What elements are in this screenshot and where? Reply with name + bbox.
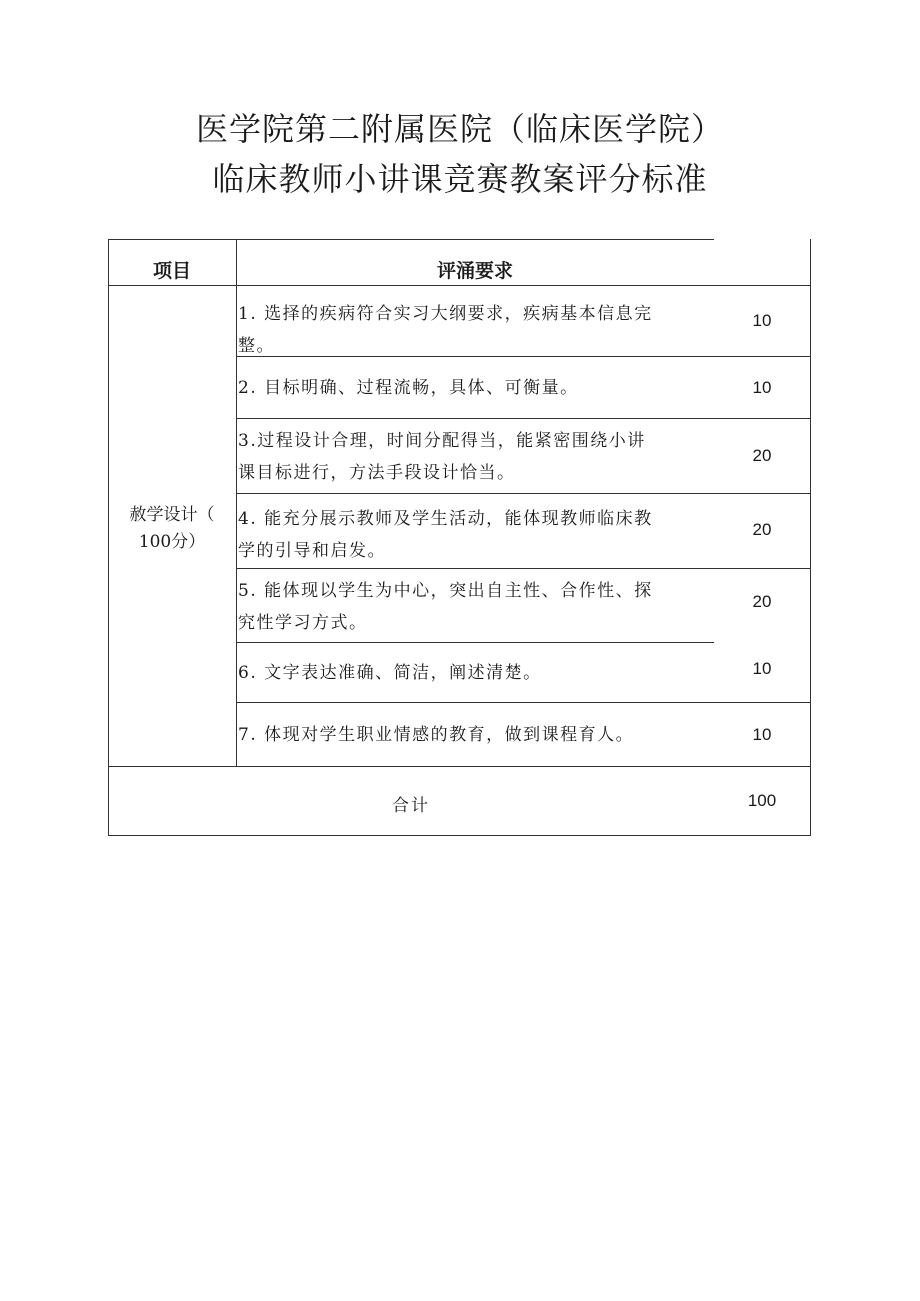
criterion-row-1 <box>238 298 653 362</box>
table-border-bottom <box>108 835 811 836</box>
criterion-text-line-2: 究性学习方式。 <box>238 613 368 633</box>
criterion-text-line-2: 学的引导和启发。 <box>238 541 386 561</box>
criterion-text-line-2: 整。 <box>238 336 275 356</box>
document-title-line-2: 临床教师小讲课竞赛教案评分标准 <box>212 160 708 198</box>
category-label <box>108 502 236 556</box>
document-title-line-1: 医学院第二附属医院（临床医学院） <box>195 110 724 148</box>
total-score: 100 <box>747 791 777 810</box>
header-item: 项目 <box>152 260 191 282</box>
column-divider-item <box>236 239 237 767</box>
criterion-score-5: 20 <box>752 592 772 611</box>
criterion-score-7: 10 <box>752 725 772 744</box>
criterion-row-4 <box>238 503 653 567</box>
row-divider <box>236 418 811 419</box>
row-divider <box>236 493 811 494</box>
criterion-score-1: 10 <box>752 311 772 330</box>
criterion-score-6: 10 <box>752 659 772 678</box>
row-divider-partial <box>236 642 714 643</box>
row-divider <box>236 702 811 703</box>
header-bottom-line <box>108 285 811 286</box>
table-border-top <box>108 239 714 240</box>
criterion-score-4: 20 <box>752 520 772 539</box>
criterion-text-line-1: 2. 目标明确、过程流畅，具体、可衡量。 <box>238 378 579 398</box>
category-label-line-2: 100分） <box>138 532 206 552</box>
criterion-text-line-1: 3.过程设计合理，时间分配得当，能紧密围绕小讲 <box>238 431 646 451</box>
criterion-row-2 <box>238 372 579 404</box>
criterion-text-line-1: 4. 能充分展示教师及学生活动，能体现教师临床教 <box>238 509 653 529</box>
row-divider <box>236 568 811 569</box>
header-criteria: 评涌要求 <box>436 260 513 282</box>
criterion-text-line-1: 1. 选择的疾病符合实习大纲要求，疾病基本信息完 <box>238 304 653 324</box>
table-border-right <box>810 239 811 836</box>
criterion-text-line-2: 课目标进行，方法手段设计恰当。 <box>238 463 516 483</box>
criterion-text-line-1: 7. 体现对学生职业情感的教育，做到课程育人。 <box>238 725 635 745</box>
total-row-top-line <box>108 766 811 767</box>
criterion-row-7 <box>238 719 634 751</box>
criterion-text-line-1: 6. 文字表达准确、简洁，阐述清楚。 <box>238 663 542 683</box>
total-label: 合计 <box>392 796 430 816</box>
criterion-row-5 <box>238 575 653 639</box>
criterion-row-3 <box>238 425 646 489</box>
criterion-text-line-1: 5. 能体现以学生为中心，突出自主性、合作性、探 <box>238 581 653 601</box>
category-label-line-1: 赦学设计（ <box>129 505 215 525</box>
criterion-score-2: 10 <box>752 378 772 397</box>
criterion-row-6 <box>238 657 542 689</box>
criterion-score-3: 20 <box>752 446 772 465</box>
